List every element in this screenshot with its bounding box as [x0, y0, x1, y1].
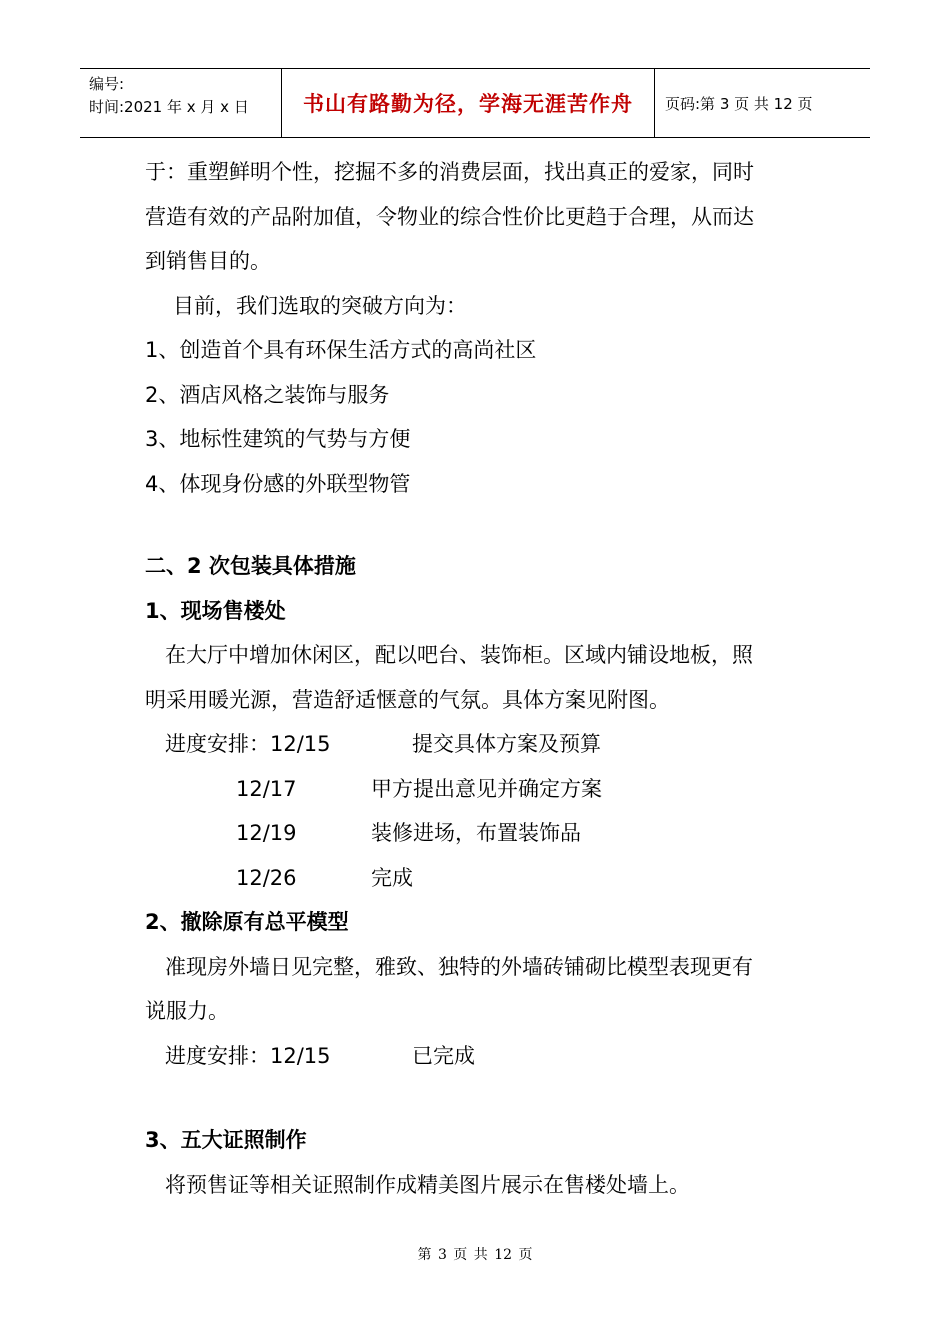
list-item: 4、体现身份感的外联型物管	[145, 471, 411, 496]
schedule-task: 已完成	[412, 1043, 475, 1068]
schedule-task: 装修进场，布置装饰品	[371, 821, 581, 845]
paragraph-line: 在大厅中增加休闲区，配以吧台、装饰柜。区域内铺设地板，照	[165, 643, 753, 667]
paragraph-line: 于：重塑鲜明个性，挖掘不多的消费层面，找出真正的爱家，同时	[145, 160, 754, 184]
paragraph-line: 营造有效的产品附加值，令物业的综合性价比更趋于合理，从而达	[145, 204, 754, 229]
header-meta	[80, 69, 282, 137]
schedule-date: 12/26	[236, 865, 297, 890]
schedule-label: 进度安排：12/15	[165, 1043, 331, 1068]
schedule-row	[145, 767, 805, 812]
header-time: 时间:2021 年 x 月 x 日	[89, 98, 249, 116]
header-motto-cell	[282, 69, 655, 137]
list-item: 2、酒店风格之装饰与服务	[145, 382, 390, 407]
paragraph-line: 说服力。	[145, 999, 229, 1023]
paragraph-line: 明采用暖光源，营造舒适惬意的气氛。具体方案见附图。	[145, 687, 670, 712]
schedule-task: 甲方提出意见并确定方案	[371, 776, 602, 801]
schedule-row	[145, 722, 805, 767]
schedule-row	[145, 856, 805, 901]
subsection-heading: 2、撤除原有总平模型	[145, 910, 349, 934]
header-page-info: 页码:第 3 页 共 12 页	[665, 94, 813, 113]
subsection-heading: 3、五大证照制作	[145, 1128, 307, 1152]
schedule-label: 进度安排：12/15	[165, 732, 331, 756]
header-number: 编号:	[89, 75, 125, 93]
list-item: 3、地标性建筑的气势与方便	[145, 427, 411, 451]
paragraph-line: 到销售目的。	[145, 249, 271, 273]
schedule-date: 12/19	[236, 821, 297, 845]
document-body	[145, 150, 805, 1207]
header-motto: 书山有路勤为径，学海无涯苦作舟	[303, 92, 633, 116]
page-header	[80, 68, 870, 138]
schedule-row	[145, 1034, 805, 1079]
schedule-row	[145, 811, 805, 856]
subsection-heading: 1、现场售楼处	[145, 598, 286, 623]
paragraph-line: 目前，我们选取的突破方向为：	[173, 293, 467, 318]
paragraph-line: 将预售证等相关证照制作成精美图片展示在售楼处墙上。	[165, 1172, 690, 1197]
page-footer: 第 3 页 共 12 页	[417, 1247, 533, 1263]
list-item: 1、创造首个具有环保生活方式的高尚社区	[145, 338, 537, 362]
section-heading: 二、2 次包装具体措施	[145, 554, 356, 578]
paragraph-line: 准现房外墙日见完整，雅致、独特的外墙砖铺砌比模型表现更有	[165, 954, 753, 979]
schedule-date: 12/17	[236, 776, 297, 801]
schedule-task: 提交具体方案及预算	[412, 732, 601, 756]
schedule-task: 完成	[371, 865, 413, 890]
